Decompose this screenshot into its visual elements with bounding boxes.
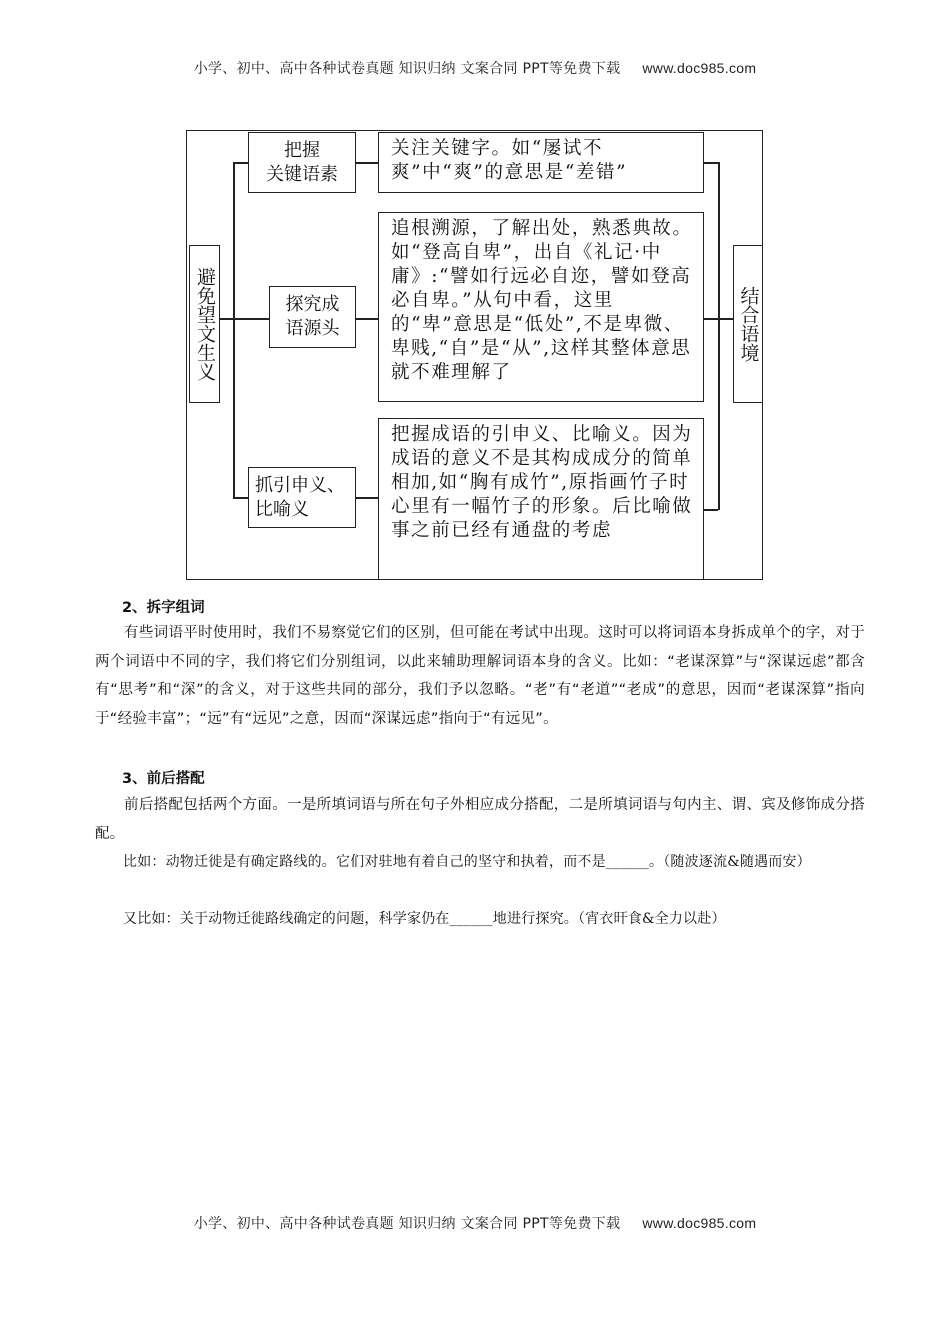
method-label-1b: 关键语素 bbox=[266, 163, 338, 185]
section-paragraph-2: 有些词语平时使用时，我们不易察觉它们的区别，但可能在考试中出现。这时可以将词语本身拆成单个的字，对于两个词语中不同的字，我们将它们分别组词，以此来辅助理解词语本身的含义。比如：“老谋深算”与“深谋远虑”都含有“思考”和“深”的含义，对于这些共同的部分，我们予以忽略。“老”有“老道”“老成”的意思，因而“老谋深算”指向于“经验丰富”；“远”有“远见”之意，因而“深谋远虑”指向于“有远见”。 bbox=[95, 625, 865, 727]
desc-text-1: 关注关键字。如“屡试不爽”中“爽”的意思是“差错” bbox=[391, 138, 628, 183]
footer-url[interactable]: www.doc985.com bbox=[642, 1215, 757, 1231]
header-text: 小学、初中、高中各种试卷真题 知识归纳 文案合同 PPT等免费下载 bbox=[193, 61, 621, 77]
page-footer bbox=[0, 1213, 950, 1233]
method-label-2a: 探究成 bbox=[285, 294, 340, 315]
connector-right-branch-2 bbox=[704, 318, 718, 320]
left-label: 避免望文生义 bbox=[194, 267, 216, 381]
section-heading-3: 3、前后搭配 bbox=[122, 771, 205, 787]
connector-right-branch-3 bbox=[704, 509, 718, 511]
desc-text-2: 追根溯源，了解出处，熟悉典故。如“登高自卑”，出自《礼记·中庸》:“譬如行远必自迩，譬如登高必自卑。”从句中看，这里的“卑”意思是“低处”,不是卑微、卑贱,“自”是“从”,这样其整体意思就不难理解了 bbox=[391, 218, 693, 383]
connector-left-branch-1 bbox=[233, 162, 248, 164]
example-sentence-2: 又比如：关于动物迁徙路线确定的问题，科学家仍在______地进行探究。（宵衣旰食&全力以赴） bbox=[123, 911, 726, 927]
method-box-extended-meaning bbox=[248, 467, 356, 528]
concept-diagram bbox=[186, 130, 763, 580]
connector-mid-1 bbox=[356, 162, 378, 164]
left-label-box bbox=[189, 245, 220, 403]
connector-right-bus bbox=[718, 162, 720, 510]
connector-right-branch-1 bbox=[704, 162, 718, 164]
right-label-box bbox=[733, 245, 763, 403]
method-box-key-morpheme bbox=[248, 132, 356, 193]
connector-left-bus bbox=[233, 162, 235, 497]
desc-text-3: 把握成语的引申义、比喻义。因为成语的意义不是其构成成分的简单相加,如“胸有成竹”,原指画竹子时心里有一幅竹子的形象。后比喻做事之前已经有通盘的考虑 bbox=[391, 424, 693, 541]
connector-mid-2 bbox=[356, 318, 378, 320]
desc-box-extended-meaning bbox=[378, 418, 704, 580]
connector-right-trunk-h bbox=[718, 318, 733, 320]
connector-left-branch-2 bbox=[233, 318, 269, 320]
connector-mid-3 bbox=[356, 497, 378, 499]
desc-box-key-morpheme bbox=[378, 132, 704, 193]
method-label-3b: 比喻义 bbox=[255, 498, 309, 520]
method-label-1a: 把握 bbox=[284, 139, 320, 161]
method-label-2b: 语源头 bbox=[285, 318, 340, 339]
right-label: 结合语境 bbox=[737, 286, 760, 362]
method-label-3a: 抓引申义、 bbox=[255, 474, 345, 496]
method-box-idiom-origin bbox=[269, 286, 356, 348]
desc-box-idiom-origin bbox=[378, 212, 704, 402]
example-sentence-1: 比如：动物迁徙是有确定路线的。它们对驻地有着自己的坚守和执着，而不是______。（随波逐流&随遇而安） bbox=[123, 854, 811, 870]
section-heading-2: 2、拆字组词 bbox=[122, 600, 205, 616]
page-header bbox=[0, 58, 950, 78]
header-url[interactable]: www.doc985.com bbox=[642, 60, 757, 76]
footer-text: 小学、初中、高中各种试卷真题 知识归纳 文案合同 PPT等免费下载 bbox=[193, 1216, 621, 1232]
section-paragraph-3: 前后搭配包括两个方面。一是所填词语与所在句子外相应成分搭配，二是所填词语与句内主、谓、宾及修饰成分搭配。 bbox=[95, 797, 865, 842]
connector-left-trunk-h bbox=[219, 318, 233, 320]
connector-left-branch-3 bbox=[233, 497, 248, 499]
